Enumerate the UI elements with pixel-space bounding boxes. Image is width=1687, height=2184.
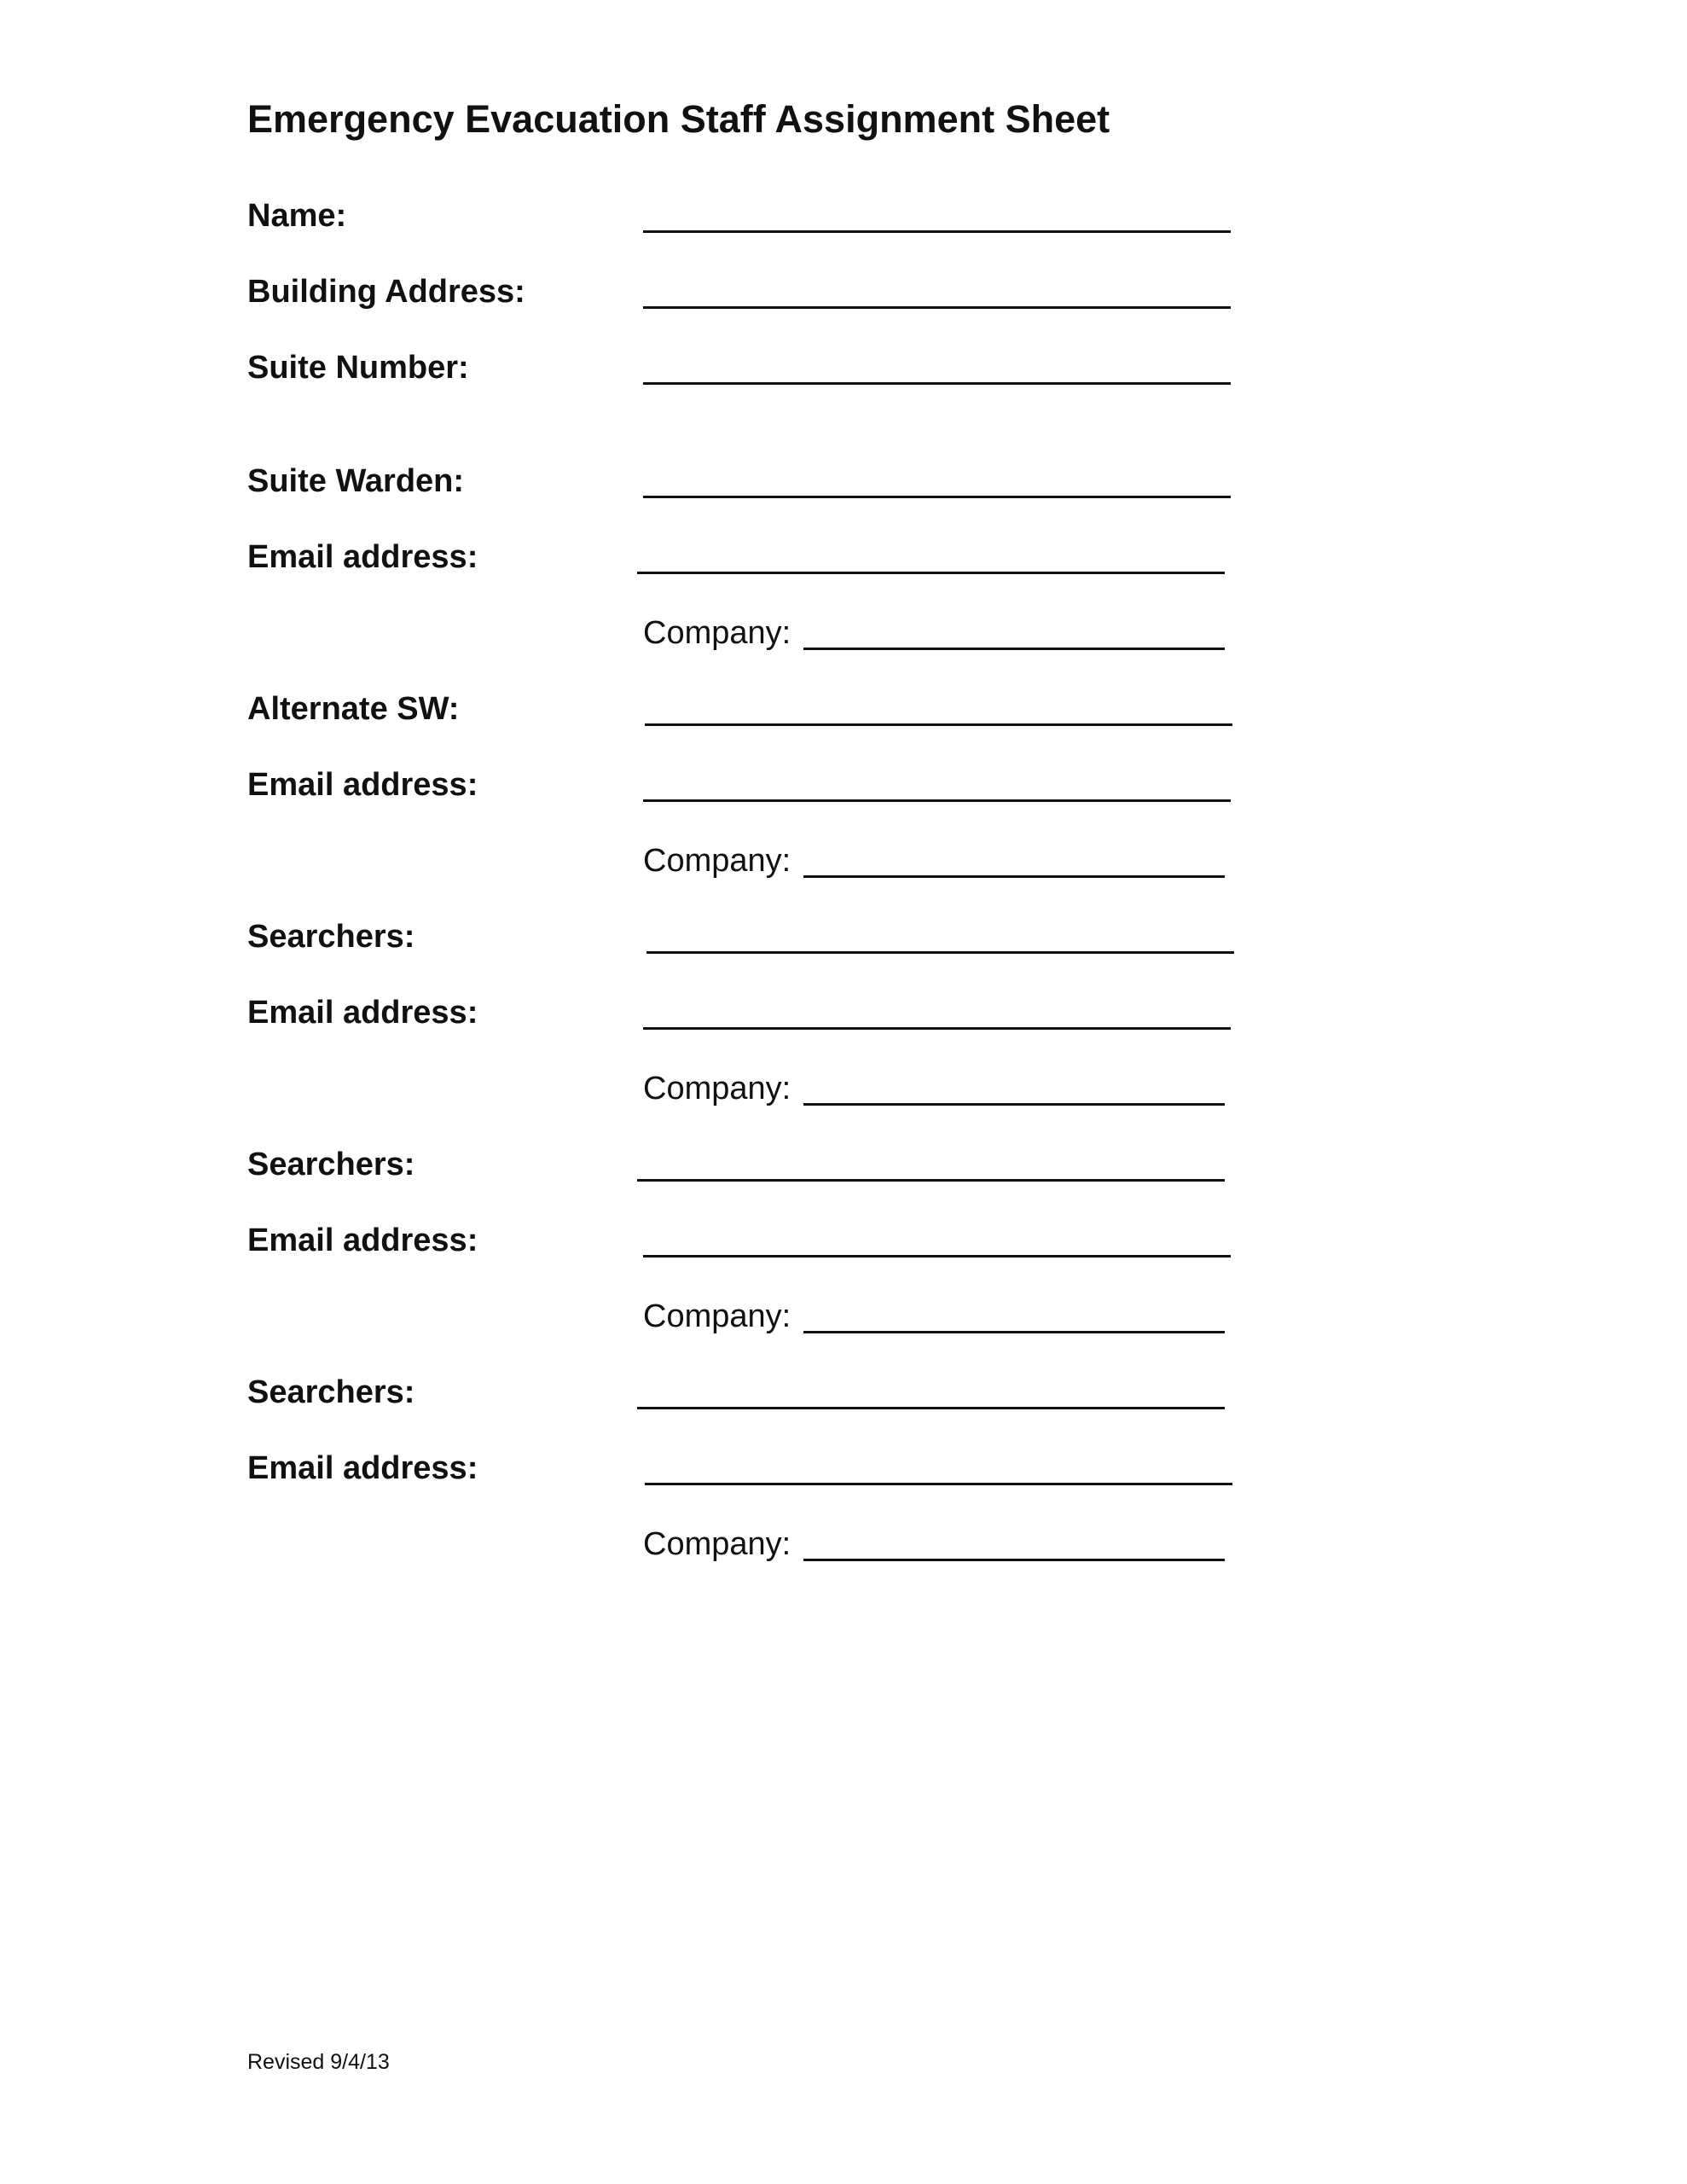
searchers-2-email-field[interactable]	[643, 1255, 1231, 1258]
searchers-3-email-field[interactable]	[645, 1483, 1232, 1485]
searchers-1-email-label: Email address:	[247, 995, 478, 1031]
building-address-label: Building Address:	[247, 274, 525, 310]
searchers-1-company-field[interactable]	[803, 1103, 1225, 1106]
searchers-2-company-field[interactable]	[803, 1331, 1225, 1333]
page-title: Emergency Evacuation Staff Assignment Sheet	[247, 97, 1110, 141]
searchers-1-company-label: Company:	[643, 1071, 791, 1107]
suite-number-field[interactable]	[643, 382, 1231, 385]
suite-warden-label: Suite Warden:	[247, 463, 465, 499]
alternate-sw-field[interactable]	[645, 723, 1232, 726]
suite-warden-company-field[interactable]	[803, 648, 1225, 650]
suite-warden-email-field[interactable]	[637, 572, 1225, 574]
name-label: Name:	[247, 198, 347, 234]
searchers-3-label: Searchers:	[247, 1374, 415, 1410]
searchers-3-company-label: Company:	[643, 1526, 791, 1562]
searchers-1-field[interactable]	[646, 951, 1234, 954]
alternate-sw-label: Alternate SW:	[247, 691, 460, 727]
alternate-sw-email-label: Email address:	[247, 767, 478, 803]
alternate-sw-company-field[interactable]	[803, 875, 1225, 878]
alternate-sw-company-label: Company:	[643, 843, 791, 879]
suite-number-label: Suite Number:	[247, 350, 469, 386]
suite-warden-company-label: Company:	[643, 615, 791, 651]
searchers-3-email-label: Email address:	[247, 1450, 478, 1486]
searchers-2-label: Searchers:	[247, 1147, 415, 1182]
alternate-sw-email-field[interactable]	[643, 799, 1231, 802]
searchers-1-label: Searchers:	[247, 919, 415, 955]
building-address-field[interactable]	[643, 306, 1231, 309]
searchers-2-email-label: Email address:	[247, 1223, 478, 1258]
searchers-3-company-field[interactable]	[803, 1559, 1225, 1561]
suite-warden-field[interactable]	[643, 496, 1231, 498]
searchers-3-field[interactable]	[637, 1407, 1225, 1409]
revision-note: Revised 9/4/13	[247, 2050, 390, 2074]
suite-warden-email-label: Email address:	[247, 539, 478, 575]
searchers-2-field[interactable]	[637, 1179, 1225, 1182]
searchers-1-email-field[interactable]	[643, 1027, 1231, 1030]
searchers-2-company-label: Company:	[643, 1298, 791, 1334]
name-field[interactable]	[643, 230, 1231, 233]
